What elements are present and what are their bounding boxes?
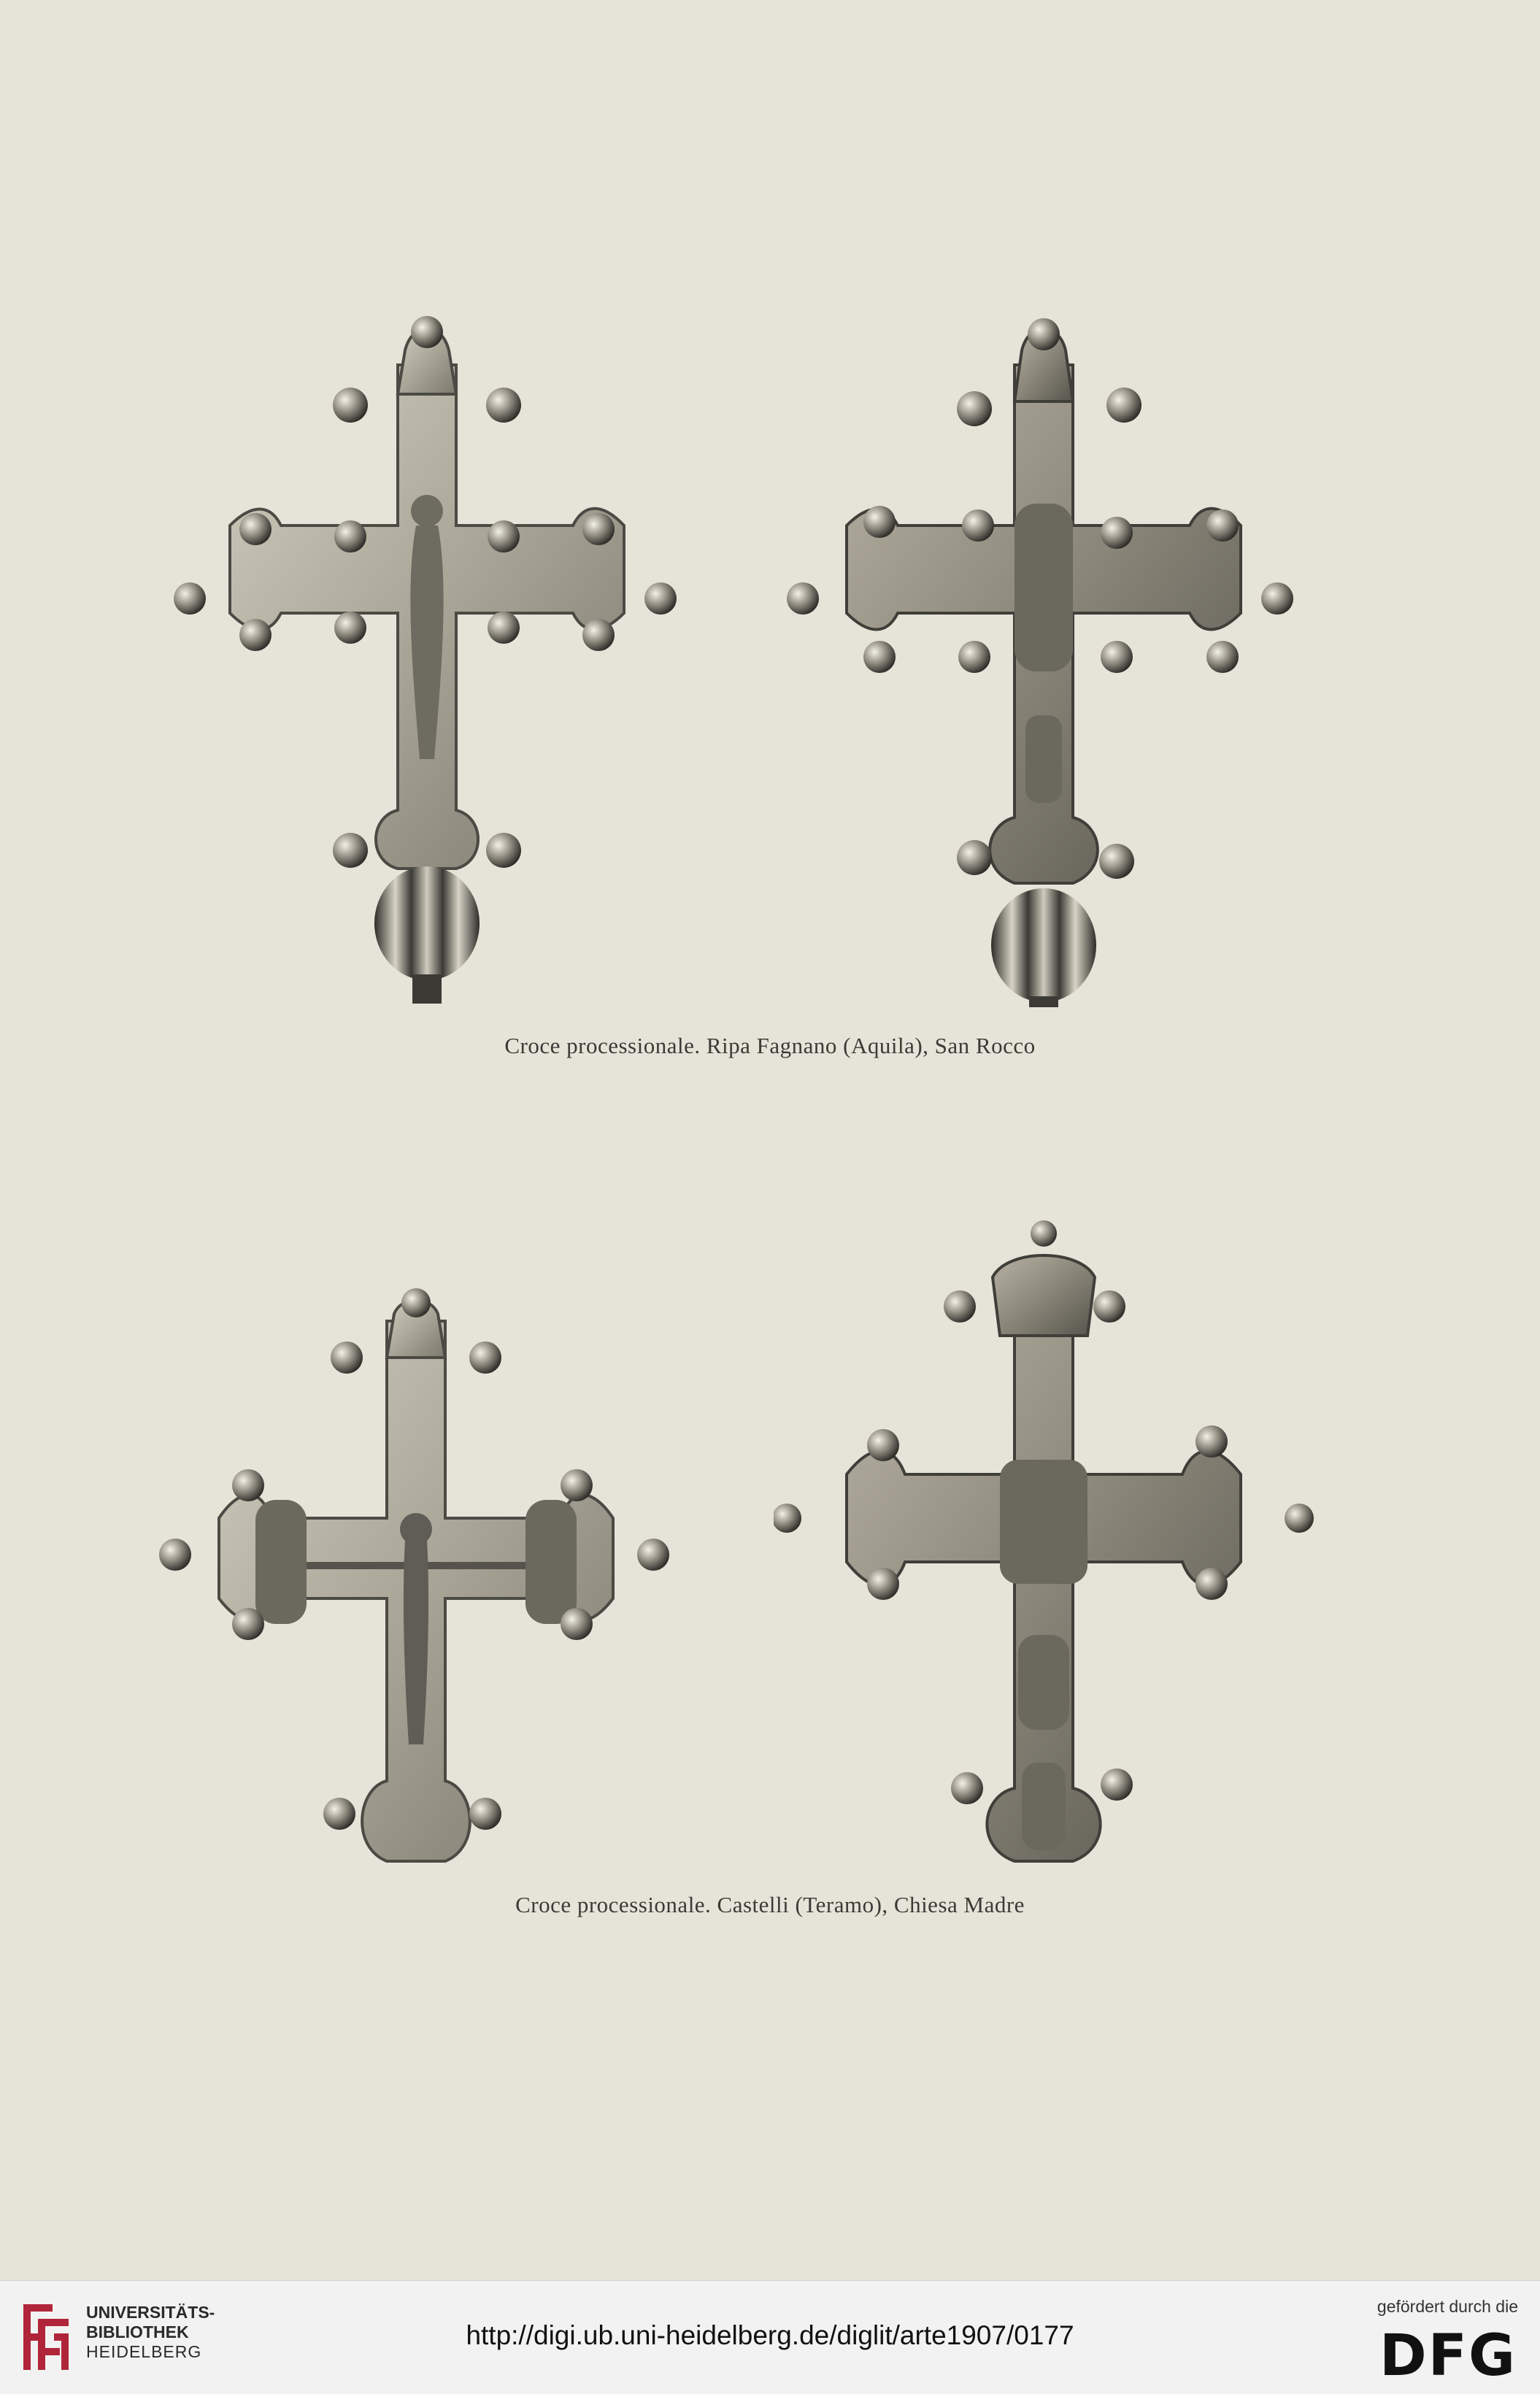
dfg-logo-icon: DFG [1379, 2323, 1517, 2389]
funding-note: gefördert durch die [1377, 2297, 1518, 2316]
cross-image-ripa-left [164, 307, 690, 1007]
caption-castelli: Croce processionale. Castelli (Teramo), Chiesa Madre [515, 1892, 1025, 1917]
footer-bar [0, 2280, 1540, 2394]
cross-image-castelli-right [774, 1219, 1314, 1876]
library-line-3: HEIDELBERG [86, 2342, 202, 2361]
cross-image-castelli-left [153, 1277, 679, 1883]
library-line-1: UNIVERSITÄTS- [86, 2303, 215, 2322]
cross-image-ripa-right [781, 307, 1306, 1007]
document-url-link[interactable]: http://digi.ub.uni-heidelberg.de/diglit/arte1907/0177 [466, 2320, 1074, 2350]
library-line-2: BIBLIOTHEK [86, 2322, 189, 2341]
caption-ripa-fagnano: Croce processionale. Ripa Fagnano (Aquila), San Rocco [504, 1033, 1036, 1058]
